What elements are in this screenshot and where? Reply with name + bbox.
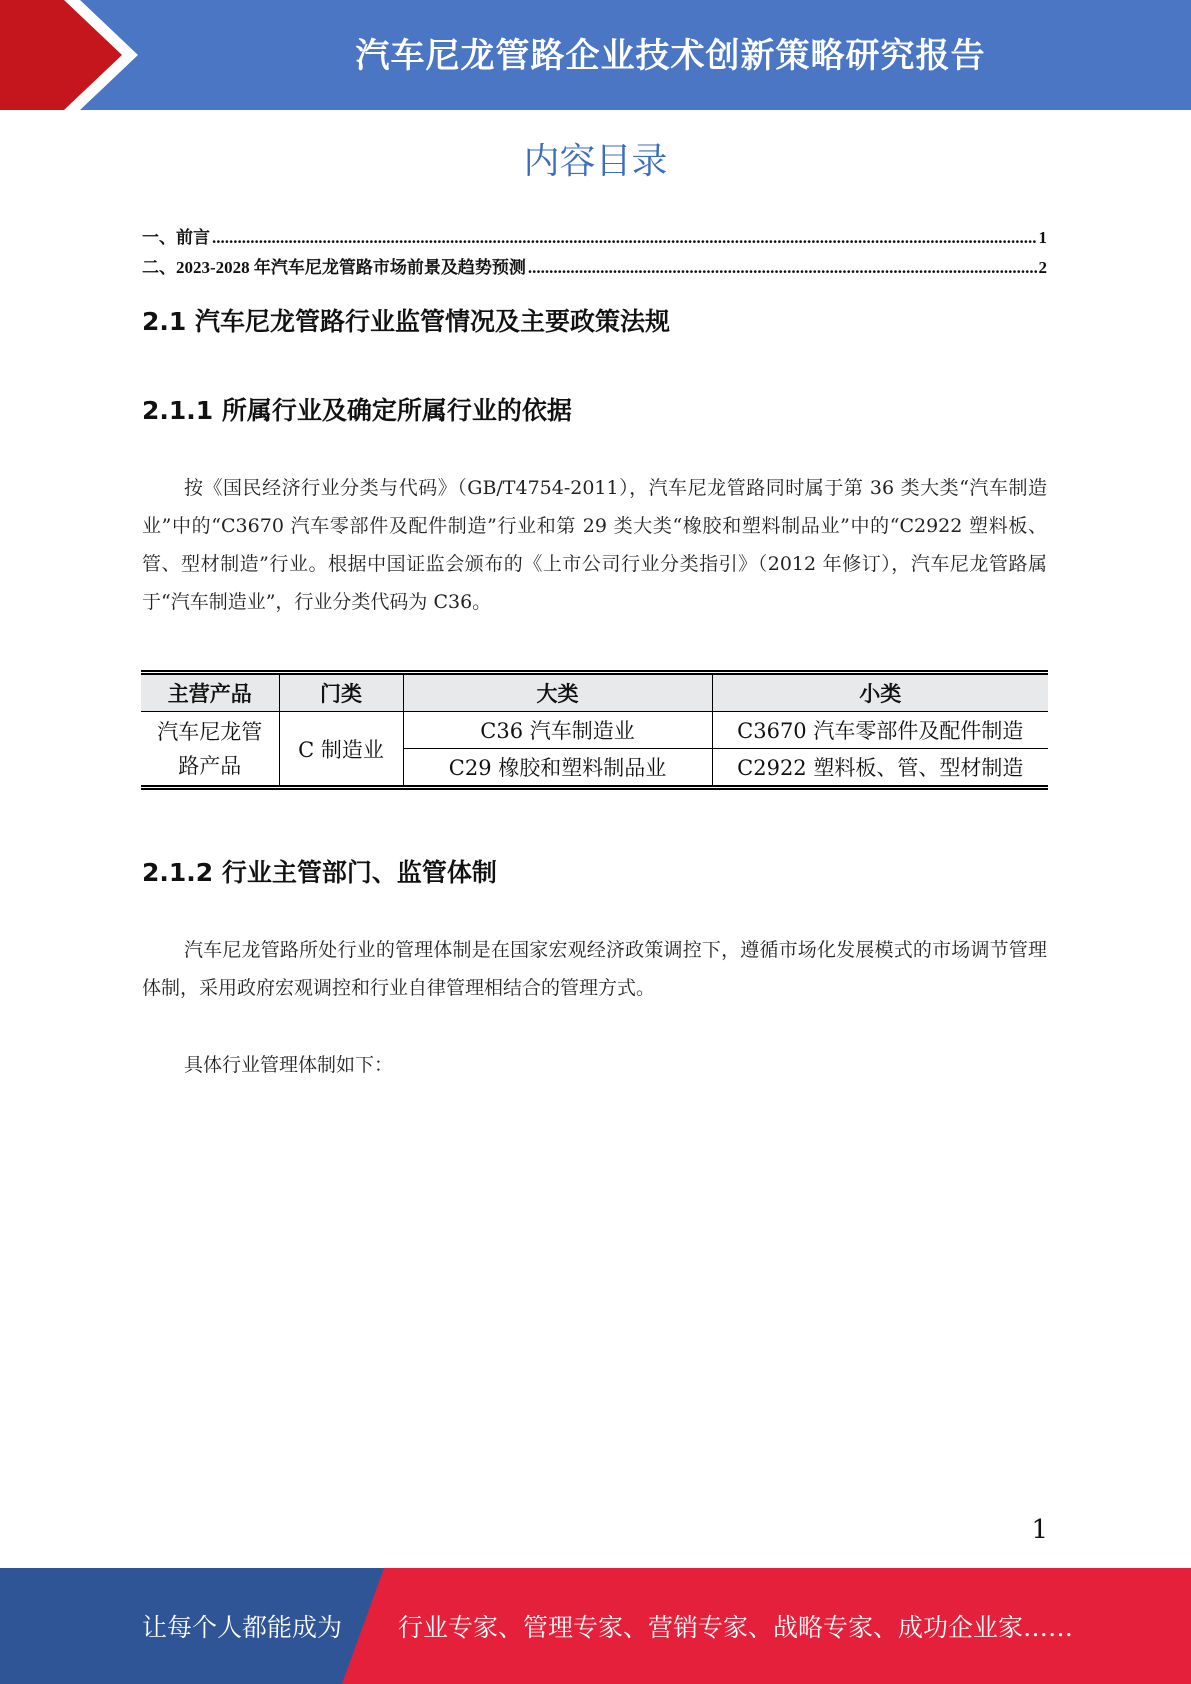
toc-leader [528,258,1037,278]
paragraph-specific-system: 具体行业管理体制如下： [184,1054,394,1076]
table-header-cell: 门类 [279,673,403,712]
header-arrow-icon [0,0,160,110]
table-header-cell: 小类 [712,673,1048,712]
footer-banner [0,1568,1191,1684]
product-line-2: 路产品 [178,753,242,778]
toc-entry-label: 一、前言 [142,228,210,247]
table-cell-minor: C3670 汽车零部件及配件制造 [712,712,1048,749]
table-cell-major: C36 汽车制造业 [403,712,712,749]
table-cell-category: C 制造业 [279,712,403,788]
toc-entry[interactable] [142,223,1047,249]
footer-slogan-left: 让每个人都能成为 [142,1613,343,1642]
page-number: 1 [1031,1515,1048,1545]
report-title: 汽车尼龙管路企业技术创新策略研究报告 [355,35,986,76]
product-line-1: 汽车尼龙管 [157,719,263,744]
toc-title: 内容目录 [523,141,668,182]
table-cell-major: C29 橡胶和塑料制品业 [403,749,712,788]
header-banner [0,0,1191,110]
toc-entry[interactable] [142,253,1047,279]
section-heading-2-1-2: 2.1.2 行业主管部门、监管体制 [142,858,497,887]
paragraph-management-system: 汽车尼龙管路所处行业的管理体制是在国家宏观经济政策调控下，遵循市场化发展模式的市场调节管理体制，采用政府宏观调控和行业自律管理相结合的管理方式。 [142,939,1047,999]
table-header-cell: 大类 [403,673,712,712]
section-heading-2-1: 2.1 汽车尼龙管路行业监管情况及主要政策法规 [142,307,670,336]
toc-leader [212,228,1037,248]
table-header-cell: 主营产品 [141,673,279,712]
industry-classification-table [141,670,1048,790]
table-row [141,712,1048,749]
table-header-row [141,673,1048,712]
paragraph-industry-classification: 按《国民经济行业分类与代码》（GB/T4754-2011），汽车尼龙管路同时属于第 36 类大类“汽车制造业”中的“C3670 汽车零部件及配件制造”行业和第 29 类大类“橡胶和塑料制品业”中的“C2922 塑料板、管、型材制造”行业。根据中国证监会颁布的《上市公司行业分类指引》（2012 年修订），汽车尼龙管路属于“汽车制造业”，行业分类代码为 C36。 [142,477,1047,613]
table-cell-product [141,712,279,788]
table-cell-minor: C2922 塑料板、管、型材制造 [712,749,1048,788]
toc-entry-label: 二、2023-2028 年汽车尼龙管路市场前景及趋势预测 [142,258,526,277]
toc-entry-page: 1 [1038,228,1047,247]
section-heading-2-1-1: 2.1.1 所属行业及确定所属行业的依据 [142,396,572,425]
footer-slogan-right: 行业专家、管理专家、营销专家、战略专家、成功企业家…… [398,1613,1074,1642]
toc-entry-page: 2 [1038,258,1047,277]
